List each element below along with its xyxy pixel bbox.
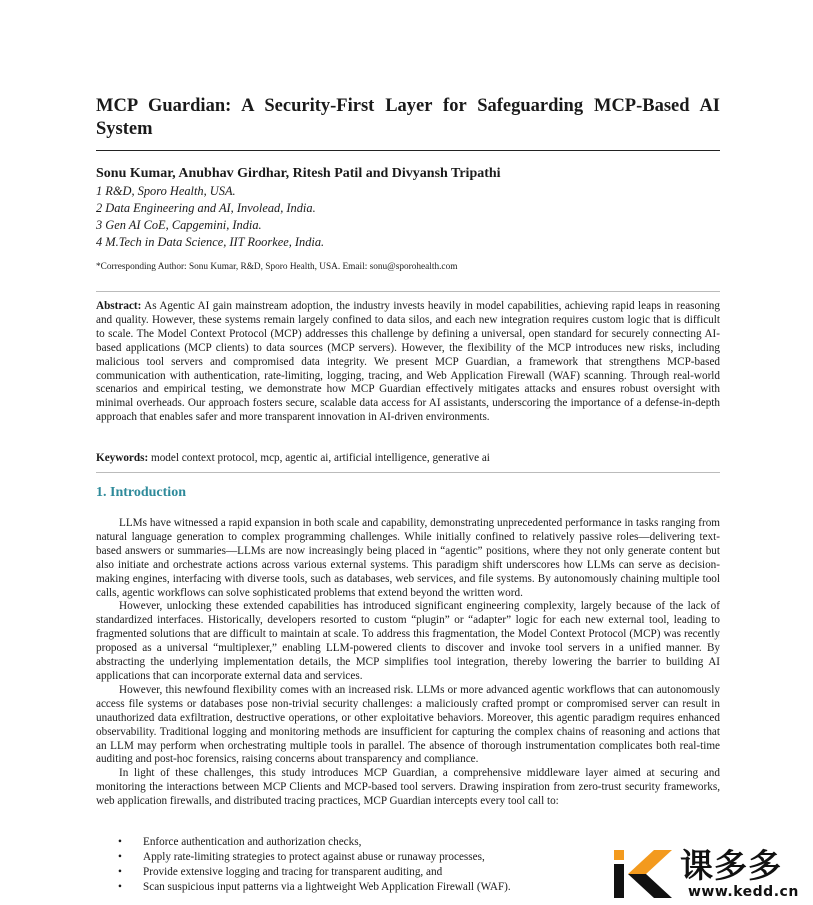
keywords-text: model context protocol, mcp, agentic ai, artificial intelligence, generative ai — [151, 452, 490, 464]
abstract-label: Abstract: — [96, 300, 142, 312]
affiliation-3: 3 Gen AI CoE, Capgemini, India. — [96, 218, 262, 232]
keywords-label: Keywords: — [96, 452, 149, 464]
introduction-body — [96, 517, 720, 809]
intro-paragraph-2: However, unlocking these extended capabilities has introduced significant engineering complexity, largely because of the lack of standardized interfaces. Historically, developers resorted to custom “plugin” or “adapter” logic for each new external tool, leading to fragmented solutions that are difficult to maintain at scale. To address this fragmentation, the Model Context Protocol (MCP) was recently proposed as a universal “multiplexer,” enabling LLM-powered clients to discover and invoke tool servers in a unified manner. By abstracting the underlying implementation details, the MCP simplifies tool integration, thereby lowering the barrier to building AI applications that can incorporate external data and services. — [96, 600, 720, 682]
affiliation-list — [96, 183, 324, 251]
author-list: Sonu Kumar, Anubhav Girdhar, Ritesh Patil and Divyansh Tripathi — [96, 166, 501, 181]
abstract — [96, 300, 720, 425]
feature-bullet-4: • Scan suspicious input patterns via a lightweight Web Application Firewall (WAF). — [96, 880, 720, 895]
feature-bullet-3: • Provide extensive logging and tracing for transparent auditing, and — [96, 865, 720, 880]
intro-paragraph-1: LLMs have witnessed a rapid expansion in both scale and capability, demonstrating unprecedented performance in tasks ranging from natural language generation to complex programming challenges. While initially confined to relatively passive roles—delivering text-based answers or summaries—LLMs are now increasingly being placed in “agentic” positions, where they not only generate content but also initiate and orchestrate actions across various external systems. This paradigm shift underscores how LLMs can serve as decision-making engines, interfacing with diverse tools, such as databases, web services, and file systems. By autonomously chaining multiple tool calls, agentic workflows can solve sophisticated problems that extend beyond the written word. — [96, 517, 720, 599]
k-logo-icon — [612, 848, 676, 900]
watermark-chinese-text: 课多多 — [680, 846, 782, 885]
feature-bullet-1: • Enforce authentication and authorization checks, — [96, 835, 720, 850]
affiliation-1: 1 R&D, Sporo Health, USA. — [96, 184, 236, 198]
feature-bullet-2: • Apply rate-limiting strategies to protect against abuse or runaway processes, — [96, 850, 720, 865]
affiliation-2: 2 Data Engineering and AI, Involead, India. — [96, 201, 316, 215]
keywords-divider — [96, 472, 720, 473]
paper-title: MCP Guardian: A Security-First Layer for Safeguarding MCP-Based AI System — [96, 96, 720, 139]
title-rule — [96, 150, 720, 151]
affiliation-4: 4 M.Tech in Data Science, IIT Roorkee, India. — [96, 235, 325, 249]
intro-paragraph-4: In light of these challenges, this study introduces MCP Guardian, a comprehensive middleware layer aimed at securing and monitoring the interactions between MCP Clients and MCP-based tool servers. Drawing inspiration from zero-trust security frameworks, web application firewalls, and distributed tracing practices, MCP Guardian intercepts every tool call to: — [96, 767, 720, 808]
section-heading-introduction: 1. Introduction — [96, 485, 186, 500]
abstract-text: As Agentic AI gain mainstream adoption, the industry invests heavily in model capabilities, achieving rapid leaps in reasoning and quality. However, these systems remain largely confined to data silos, and each new integration requires custom logic that is difficult to scale. The Model Context Protocol (MCP) addresses this challenge by defining a universal, open standard for securely connecting AI-based applications (MCP clients) to data sources (MCP servers). However, the flexibility of the MCP introduces new risks, including malicious tool servers and compromised data integrity. We present MCP Guardian, a framework that strengthens MCP-based communication with authentication, rate-limiting, logging, tracing, and Web Application Firewall (WAF) scanning. Through real-world scenarios and empirical testing, we demonstrate how MCP Guardian effectively mitigates attacks and ensures robust oversight with minimal overheads. Our approach fosters secure, scalable data access for AI assistants, underscoring the importance of a defense-in-depth approach that enables safer and more transparent innovation in AI-driven environments. — [96, 300, 720, 424]
keywords — [96, 452, 720, 464]
watermark-logo — [612, 848, 812, 902]
corresponding-author-note: *Corresponding Author: Sonu Kumar, R&D, Sporo Health, USA. Email: sonu@sporohealth.com — [96, 262, 458, 272]
header-divider — [96, 291, 720, 292]
intro-paragraph-3: However, this newfound flexibility comes with an increased risk. LLMs or more advanced agentic workflows that can autonomously access file systems or databases pose non-trivial security challenges: a maliciously crafted prompt or compromised server can result in unauthorized data exfiltration, destructive operations, or other exploitative behaviors. Moreover, this agentic paradigm requires enhanced observability. Traditional logging and monitoring methods are insufficient for capturing the complex chains of reasoning and actions that an LLM may perform when orchestrating multiple tools in parallel. The absence of thorough instrumentation complicates both real-time auditing and post-hoc forensics, raising concerns about transparency and compliance. — [96, 683, 720, 766]
watermark-url: www.kedd.cn — [688, 884, 799, 900]
